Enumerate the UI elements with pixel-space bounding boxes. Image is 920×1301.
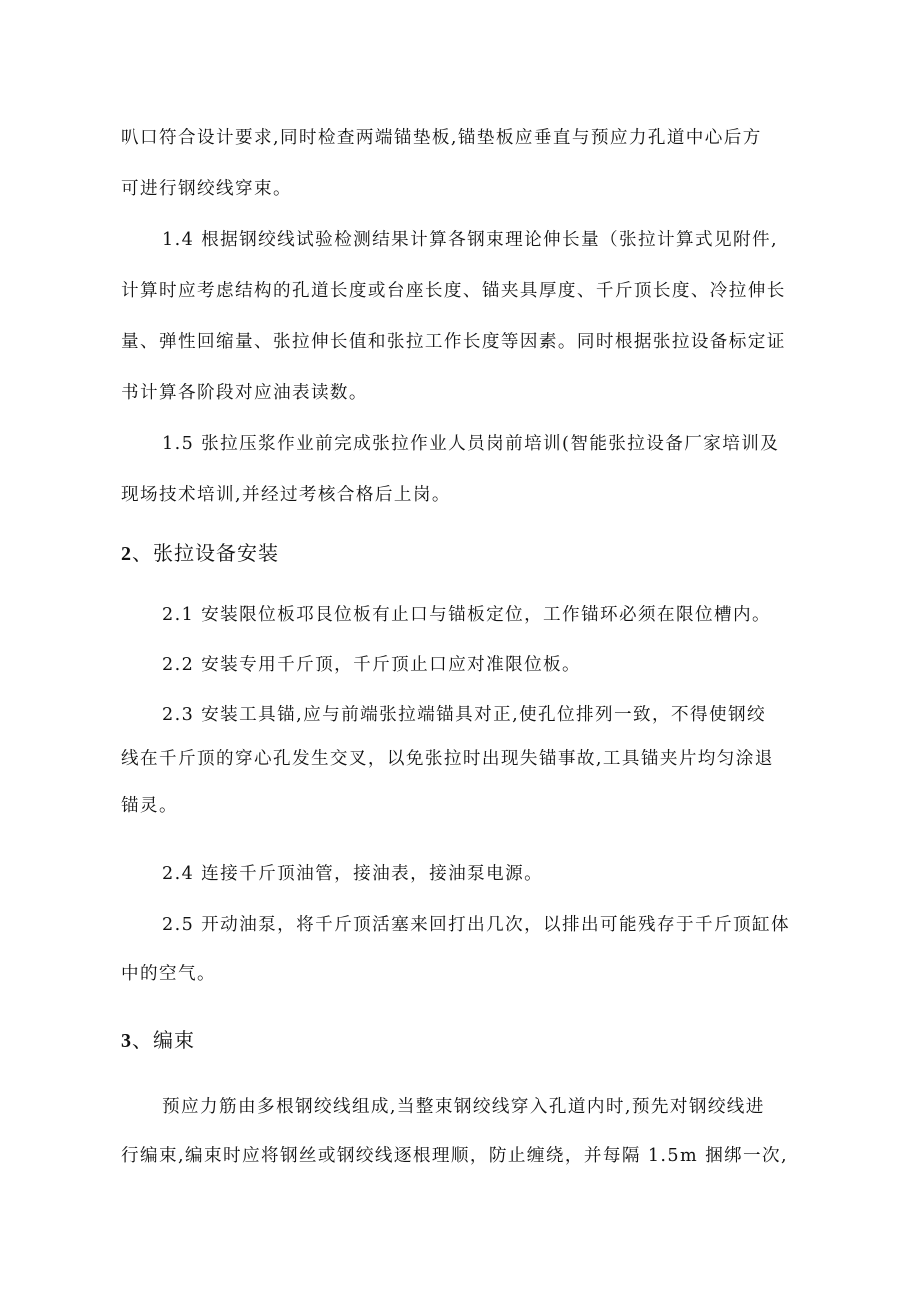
paragraph-line: 行编束,编束时应将钢丝或钢绞线逐根理顺，防止缠绕，并每隔 1.5m 捆绑一次,	[121, 1146, 789, 1166]
section-number: 2	[121, 543, 132, 565]
paragraph-line: 现场技术培训,并经过考核合格后上岗。	[121, 485, 451, 505]
paragraph-line: 叭口符合设计要求,同时检查两端锚垫板,锚垫板应垂直与预应力孔道中心后方	[121, 128, 762, 148]
paragraph-line: 2.3 安装工具锚,应与前端张拉端锚具对正,使孔位排列一致，不得使钢绞	[162, 705, 766, 725]
paragraph-line: 1.4 根据钢绞线试验检测结果计算各钢束理论伸长量（张拉计算式见附件,	[162, 230, 778, 250]
paragraph-line: 1.5 张拉压浆作业前完成张拉作业人员岗前培训(智能张拉设备厂家培训及	[162, 434, 780, 454]
section-heading	[121, 540, 279, 567]
paragraph-line: 2.4 连接千斤顶油管，接油表，接油泵电源。	[162, 864, 544, 884]
paragraph-line: 预应力筋由多根钢绞线组成,当整束钢绞线穿入孔道内时,预先对钢绞线进	[162, 1097, 765, 1117]
paragraph-line: 书计算各阶段对应油表读数。	[121, 383, 368, 403]
paragraph-line: 2.1 安装限位板邛艮位板有止口与锚板定位，工作锚环必须在限位槽内。	[162, 605, 771, 625]
section-title: 、编束	[132, 1028, 195, 1052]
paragraph-line: 2.5 开动油泵，将千斤顶活塞来回打出几次，以排出可能残存于千斤顶缸体	[162, 915, 790, 935]
paragraph-line: 锚灵。	[121, 796, 178, 816]
section-number: 3	[121, 1030, 132, 1052]
paragraph-line: 线在千斤顶的穿心孔发生交叉，以免张拉时出现失锚事故,工具锚夹片均匀涂退	[121, 749, 774, 769]
paragraph-line: 中的空气。	[121, 964, 216, 984]
section-title: 、张拉设备安装	[132, 541, 279, 565]
paragraph-line: 可进行钢绞线穿束。	[121, 179, 292, 199]
section-heading	[121, 1027, 195, 1054]
paragraph-line: 2.2 安装专用千斤顶，千斤顶止口应对准限位板。	[162, 655, 582, 675]
paragraph-line: 计算时应考虑结构的孔道长度或台座长度、锚夹具厚度、千斤顶长度、冷拉伸长	[121, 281, 786, 301]
paragraph-line: 量、弹性回缩量、张拉伸长值和张拉工作长度等因素。同时根据张拉设备标定证	[121, 332, 786, 352]
